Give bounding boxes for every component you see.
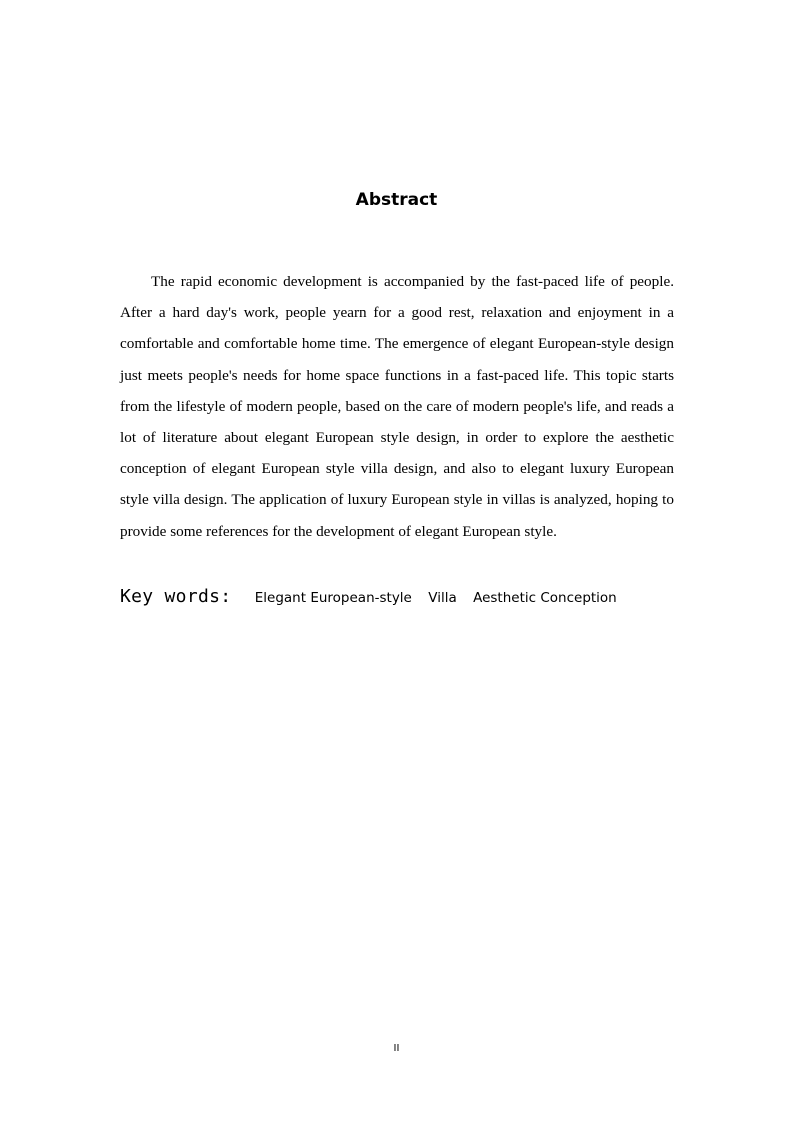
keyword-term: Elegant European-style <box>254 590 412 606</box>
keywords-line <box>120 584 680 611</box>
keywords-label: Key words: <box>120 586 232 607</box>
keyword-term: Villa <box>428 590 457 606</box>
page-number: II <box>393 1043 400 1054</box>
keyword-term: Aesthetic Conception <box>473 590 617 606</box>
abstract-title: Abstract <box>355 190 438 210</box>
abstract-body: The rapid economic development is accompanied by the fast-paced life of people. After a hard day's work, people yearn for a good rest, relaxation and enjoyment in a comfortable and comfortable home time. The emergence of elegant European-style design just meets people's needs for home space functions in a fast-paced life. This topic starts from the lifestyle of modern people, based on the care of modern people's life, and reads a lot of literature about elegant European style design, in order to explore the aesthetic conception of elegant European style villa design, and also to elegant luxury European style villa design. The application of luxury European style in villas is analyzed, hoping to provide some references for the development of elegant European style. <box>120 273 674 540</box>
